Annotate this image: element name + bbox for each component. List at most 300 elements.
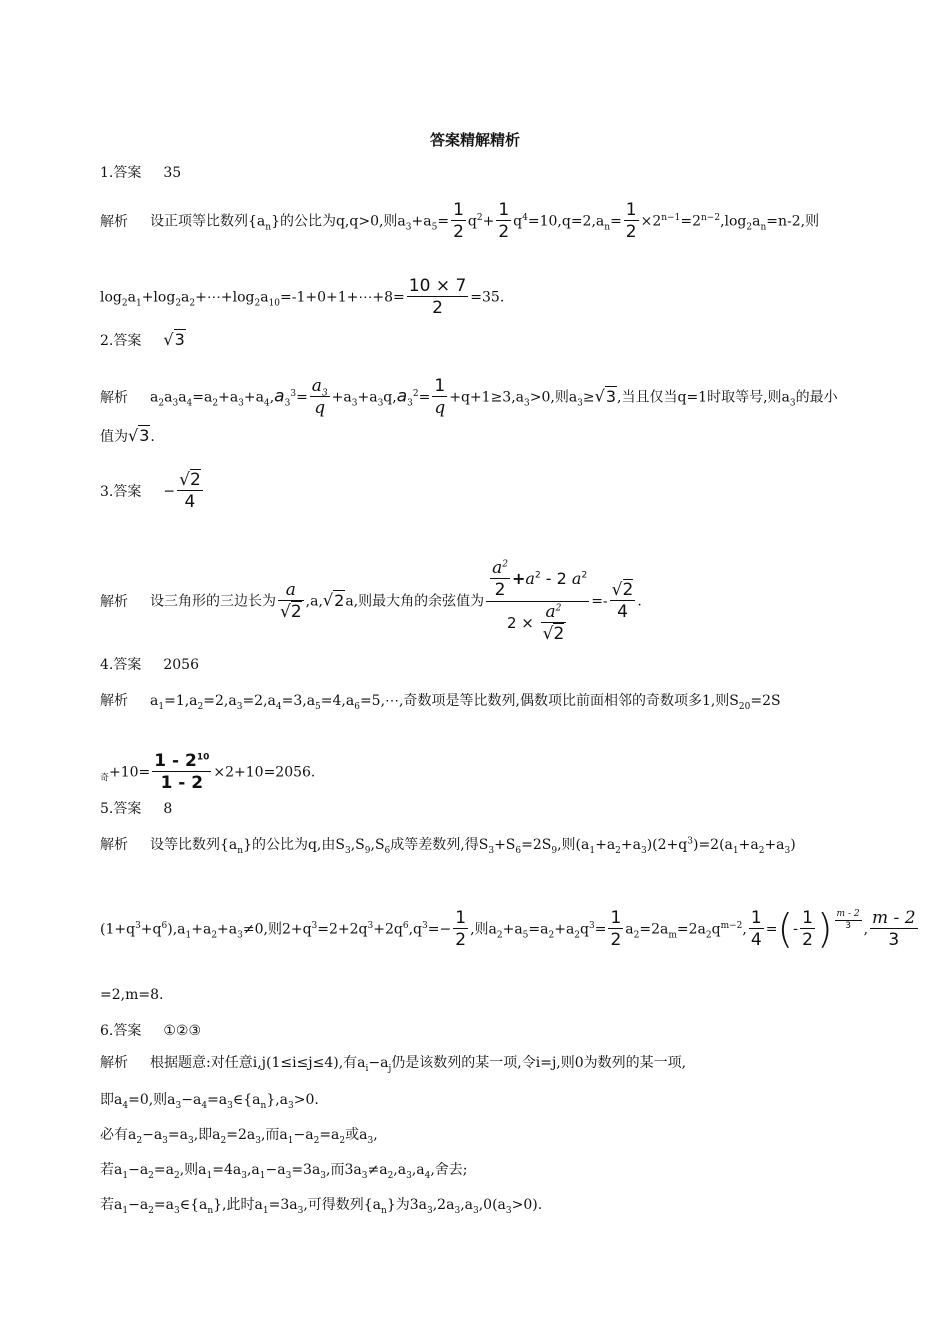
subscript: 1 [589,845,596,856]
numerator [310,376,330,397]
text: ,当且仅当q=1时取等号,则a [617,389,790,406]
subscript: 3 [640,845,647,856]
text: ,S [350,837,365,853]
text: q, [383,389,397,406]
subscript: 3 [237,930,243,941]
text: )=2(a [692,837,733,853]
text: q [580,921,589,938]
fraction-quarter [749,908,764,951]
denominator: 2 [494,580,506,600]
subscript: 3 [284,398,291,409]
subscript: 3 [297,1205,304,1216]
text: >0). [511,1197,543,1213]
fraction-sqrt2-over-4 [177,470,203,513]
superscript: 3 [589,920,595,931]
q4-answer-value: 2056 [163,657,199,673]
text: ,即a [193,1127,221,1143]
q3-answer-label: 3.答案 [100,483,142,500]
text: 即a [100,1092,123,1108]
numerator: 1 [498,200,510,220]
subscript: n [265,222,272,233]
text: =2a [639,921,669,938]
numerator: 10 × 7 [408,276,467,296]
subscript: 3 [321,388,328,399]
text: = [418,389,431,406]
denominator: q [314,398,326,418]
subscript: 10 [268,298,281,309]
subscript: 2 [705,930,712,941]
text: 或a [345,1127,368,1143]
text: +a [502,921,523,938]
text: −a [293,1127,314,1143]
q6-analysis-line-5 [100,1195,542,1215]
q2-answer-label: 2.答案 [100,333,142,349]
denominator: 2 [453,222,464,242]
text: =35. [470,289,505,306]
text: =a [207,1092,228,1108]
text: a [127,289,136,306]
subscript: 1 [122,1170,129,1181]
text: +a [620,837,641,853]
text: =2,a [203,693,237,709]
text: +a [738,837,759,853]
text: =3a [291,1162,321,1178]
right-paren: ) [816,906,833,953]
text: }的公比为q,由S [243,837,345,853]
superscript: 2 [476,212,483,223]
radicand: 2 [290,602,302,622]
subscript: 3 [427,1205,433,1216]
text: )(2+q [646,837,688,853]
denominator: √2 [542,624,565,644]
text: =- [591,593,608,610]
text: ,a [393,1162,407,1178]
text: ≥ [582,389,595,406]
numerator: 1 [453,200,464,220]
text: ,a [246,1162,260,1178]
subscript: 6 [354,701,360,712]
subscript: 9 [364,845,371,856]
subscript: n [381,1205,387,1216]
text: >0. [293,1092,319,1108]
text: 仍是该数列的某一项,令i=j,则0为数列的某一项, [391,1055,687,1071]
subscript: 3 [472,1205,479,1216]
variable: a [525,569,535,588]
q2-analysis-line-2 [100,426,155,447]
fraction-half [453,908,468,951]
fraction-1-over-q [432,376,447,419]
subscript: n [760,222,767,233]
text: =− [427,921,452,938]
sqrt-expression: √3 [594,386,617,406]
subscript: 1 [158,701,165,712]
text: }为3a [386,1197,427,1213]
denominator [486,602,589,645]
text: =a [528,921,549,938]
sqrt-expression: √2 [322,590,345,610]
subscript: 2 [254,298,261,309]
subscript: 2 [574,930,581,941]
text: +q+1≥3,a [449,389,524,406]
q6-analysis-line-4 [100,1160,468,1180]
subscript: 3 [175,1100,182,1111]
text: },a [266,1092,289,1108]
text: 1 - 2 [154,751,197,771]
text: a,则最大角的余弦值为 [345,593,485,610]
variable: a [545,602,556,622]
text: =4a [212,1162,242,1178]
subscript: 4 [122,1100,129,1111]
text: - 2 [545,569,567,588]
denominator: 1 - 2 [160,773,204,793]
text: a [625,921,634,938]
text: = [594,921,607,938]
text: =2+2q [317,921,368,938]
text: =2S [750,693,781,709]
superscript: 2 [502,559,508,570]
q6-answer-line [100,1021,201,1041]
text: −a [128,1197,149,1213]
radicand: 3 [605,386,617,406]
text: >0,则a [529,389,578,406]
text: =2a [226,1127,256,1143]
superscript: 3 [367,920,374,931]
subscript: 3 [187,1135,194,1146]
denominator: 4 [617,602,628,622]
subscript: 4 [263,398,270,409]
subscript: 20 [738,701,751,712]
subscript: 2 [173,1170,180,1181]
subscript: n [604,222,611,233]
superscript: 10 [196,752,210,763]
superscript: 2 [412,388,419,399]
q5-answer-value: 8 [163,801,173,817]
text: +a [764,837,785,853]
radicand: 3 [139,426,150,445]
subscript: 3 [320,1170,327,1181]
subscript: 2 [758,845,765,856]
subscript: 2 [148,1205,154,1216]
variable: a [274,386,285,407]
subscript: 3 [505,1205,512,1216]
denominator: 4 [750,930,762,950]
text: −a [265,1162,286,1178]
text: 设等比数列{a [150,837,238,853]
text: =3a [268,1197,298,1213]
subscript: 1 [122,1205,129,1216]
text: a [150,389,159,406]
text: a [752,213,761,230]
subscript: m [668,930,677,941]
text: 必有a [100,1127,137,1143]
text: = [437,213,450,230]
subscript: 2 [136,1135,143,1146]
superscript: 3 [135,920,141,931]
text: ×2+10=2056. [213,764,316,781]
denominator: 2 [455,930,467,950]
sqrt-expression: √3 [163,330,185,349]
subscript: 1 [732,845,739,856]
subscript: n [260,1100,267,1111]
text: , [863,921,869,938]
fraction-a-over-sqrt2 [278,580,304,623]
subscript: 1 [259,1170,266,1181]
text: =a [153,1197,174,1213]
q6-answer-value: ①②③ [163,1023,202,1039]
subscript: 1 [135,298,142,309]
subscript: 2 [746,222,753,233]
text: ,而a [260,1127,288,1143]
numerator [152,751,211,772]
text: ) [790,837,796,853]
denominator: 2 [625,222,637,242]
denominator: 3 [845,920,851,931]
fraction-half [624,200,639,243]
subscript: 2 [496,930,503,941]
q5-analysis-line-1 [100,835,796,855]
q1-analysis-line-2 [100,276,504,319]
variable: a [311,376,322,396]
subscript: 6 [384,845,391,856]
text: +a [243,389,264,406]
q3-analysis-line-1 [100,558,642,645]
subscript: 5 [522,930,529,941]
text: +q [140,921,162,938]
subscript: 6 [515,845,522,856]
q3-analysis-label: 解析 [100,593,128,610]
text: 的最小 [795,389,838,406]
denominator: 4 [184,492,196,512]
q4-analysis-line-2 [100,751,315,794]
denominator: 2 [498,222,510,242]
text: ,可得数列{a [303,1197,382,1213]
fraction-geometric-sum [152,751,211,794]
text: log [100,289,122,306]
numerator: √2 [611,580,634,600]
text: a [150,693,159,709]
numerator: m - 2 [836,908,860,919]
text: =0,则a [128,1092,176,1108]
text: ∈{a [179,1197,208,1213]
numerator [541,602,567,623]
superscript: 6 [161,920,168,931]
superscript: n−1 [661,212,681,223]
text: ,舍去; [430,1162,468,1178]
q5-analysis-label: 解析 [100,837,128,853]
subscript: 3 [285,1170,292,1181]
subscript: 3 [367,1135,374,1146]
subscript: 3 [162,1135,168,1146]
subscript: 3 [344,845,351,856]
text: =a [192,389,213,406]
text: =2a [676,921,706,938]
subscript: 5 [431,222,438,233]
subscript: 4 [186,398,193,409]
text: ≠0,则2+q [242,921,312,938]
subscript: 3 [255,1135,261,1146]
text: =4,a [320,693,355,709]
q4-answer-line [100,655,199,675]
q2-analysis-line-1: 解析 $a_2a_3a_4=a_2+a_3+a_4,a_3^3=$ $\frac{a_3}{q}$ $+a_3+a_3q,a_3^2=$ $\frac{1}{q}$ $+q+1\ge 3,a_3>0$,则$a_3\ge√3$,当且仅当q=1时取等号,则$a_3$的最小 [100,376,838,418]
q6-analysis-line-3 [100,1125,378,1145]
subscript: 2 [548,930,555,941]
subscript: 3 [784,845,791,856]
plus-sign: + [511,569,526,588]
text: 值为 [100,429,128,445]
text: a [260,289,269,306]
text: ≠a [367,1162,388,1178]
text: =a [153,1162,174,1178]
superscript: 3 [290,388,297,399]
text: , [373,1127,378,1143]
subscript: 3 [361,1170,368,1181]
text: 2 × [506,614,534,632]
numerator: m - 2 [872,908,916,928]
cosine-fraction [486,558,589,645]
denominator: 2 [432,298,443,318]
subscript: 4 [275,701,282,712]
subscript: 4 [424,1170,431,1181]
subscript: 2 [121,298,128,309]
radicand: 2 [334,590,345,610]
text: ,a [411,1162,425,1178]
text: =a [167,1127,188,1143]
numerator [490,558,510,579]
subscript: j [388,1063,392,1074]
text: ,log [720,213,747,230]
subscript: 2 [189,298,196,309]
text: =n-2,则 [766,213,820,230]
text: −a [368,1055,389,1071]
subscript: 2 [175,298,182,309]
fraction-sqrt2-over-4 [610,580,636,623]
text: =5,⋯,奇数项是等比数列,偶数项比前面相邻的奇数项多1,则S [359,693,739,709]
text: q [513,213,523,230]
numerator: √2 [179,470,201,490]
radicand: 2 [553,624,565,644]
numerator: 1 [625,200,637,220]
variable: a [492,558,503,578]
fraction-a3-over-q [310,376,330,419]
superscript: m−2 [720,920,743,931]
minus-sign: - [793,921,799,938]
text: −a [142,1127,163,1143]
fraction-a2-over-sqrt2 [541,602,567,645]
q6-analysis-label: 解析 [100,1055,128,1071]
subscript: 3 [173,1205,180,1216]
text: ×2 [640,213,662,230]
q3-answer-line [100,470,205,513]
subscript: 2 [212,398,219,409]
text: 若a [100,1197,123,1213]
q5-answer-line [100,799,172,819]
q2-answer-line [100,330,186,351]
superscript: 4 [522,212,528,223]
text: =2S [521,837,552,853]
subscript: 3 [238,398,244,409]
q1-analysis-line-1: 解析 设正项等比数列$\{a_n\}$的公比为q,q>0,则$a_3+a_5=$ $\frac{1}{2}$ $q^2+$ $\frac{1}{2}$ $q^4=10,q=2,a_n=$ $\frac{1}{2}$ $\times 2^{n-1}=2^{n-2},\log_2a_n=n-2$,则 [100,200,820,242]
text: }的公比为q,q>0,则a [271,213,406,230]
text: −a [181,1092,202,1108]
text: +log [141,289,176,306]
text: =-1+0+1+⋯+8= [280,289,405,306]
subscript: 3 [172,398,179,409]
radicand: 2 [622,580,634,600]
text: +a [595,837,616,853]
q1-answer-value: 35 [163,165,182,181]
text: +2q [373,921,403,938]
numerator: 1 [802,908,813,928]
text: +S [494,837,516,853]
text: 根据题意:对任意i,j(1≤i≤j≤4),有a [150,1055,366,1071]
text: +⋯+log [195,289,255,306]
text: 若a [100,1162,123,1178]
numerator [486,558,589,602]
fraction-half [496,200,511,243]
exponent-fraction [835,909,862,932]
text: . [637,593,642,610]
q1-answer-label: 1.答案 [100,165,142,181]
subscript: 3 [351,398,358,409]
text: (1+q [100,921,136,938]
subscript: 3 [405,222,412,233]
text: = [296,389,308,406]
subscript: 1 [262,1205,269,1216]
fraction-m-minus-2-over-3 [870,908,918,951]
text: 设三角形的三边长为 [150,593,276,610]
fraction-half [451,200,466,243]
subscript: 1 [287,1135,294,1146]
superscript: 3 [311,920,318,931]
text: =2,a [242,693,276,709]
subscript: 3 [407,398,413,409]
numerator: a [278,580,304,601]
subscript: 2 [387,1170,394,1181]
q2-analysis-label: 解析 [100,389,128,406]
subscript: 奇 [100,773,110,784]
variable: a [396,386,408,407]
subscript: 9 [551,845,558,856]
q1-analysis-label: 解析 [100,213,128,230]
text: = [610,213,622,230]
q5-answer-label: 5.答案 [100,801,142,817]
subscript: 3 [227,1100,233,1111]
page-title: 答案精解精析 [429,131,520,149]
subscript: 3 [454,1205,461,1216]
fraction-a2-over-2 [490,558,510,601]
superscript: 3 [422,920,428,931]
text: 设正项等比数列{a [150,213,266,230]
numerator: 1 [455,908,467,928]
subscript: 3 [524,398,530,409]
subscript: 2 [211,930,218,941]
text: , [742,921,747,938]
subscript: 3 [488,845,495,856]
text: +10= [109,764,151,781]
text: =10,q=2,a [527,213,605,230]
q4-answer-label: 4.答案 [100,657,142,673]
text: ,q [408,921,423,938]
left-paren: ( [777,906,794,953]
subscript: 2 [197,701,204,712]
subscript: n [237,845,244,856]
fraction-half [608,908,623,951]
numerator: 1 [432,376,447,397]
text: ,2a [432,1197,455,1213]
denominator: √2 [280,602,302,622]
subscript: 2 [633,930,640,941]
q6-analysis-line-1 [100,1053,686,1073]
